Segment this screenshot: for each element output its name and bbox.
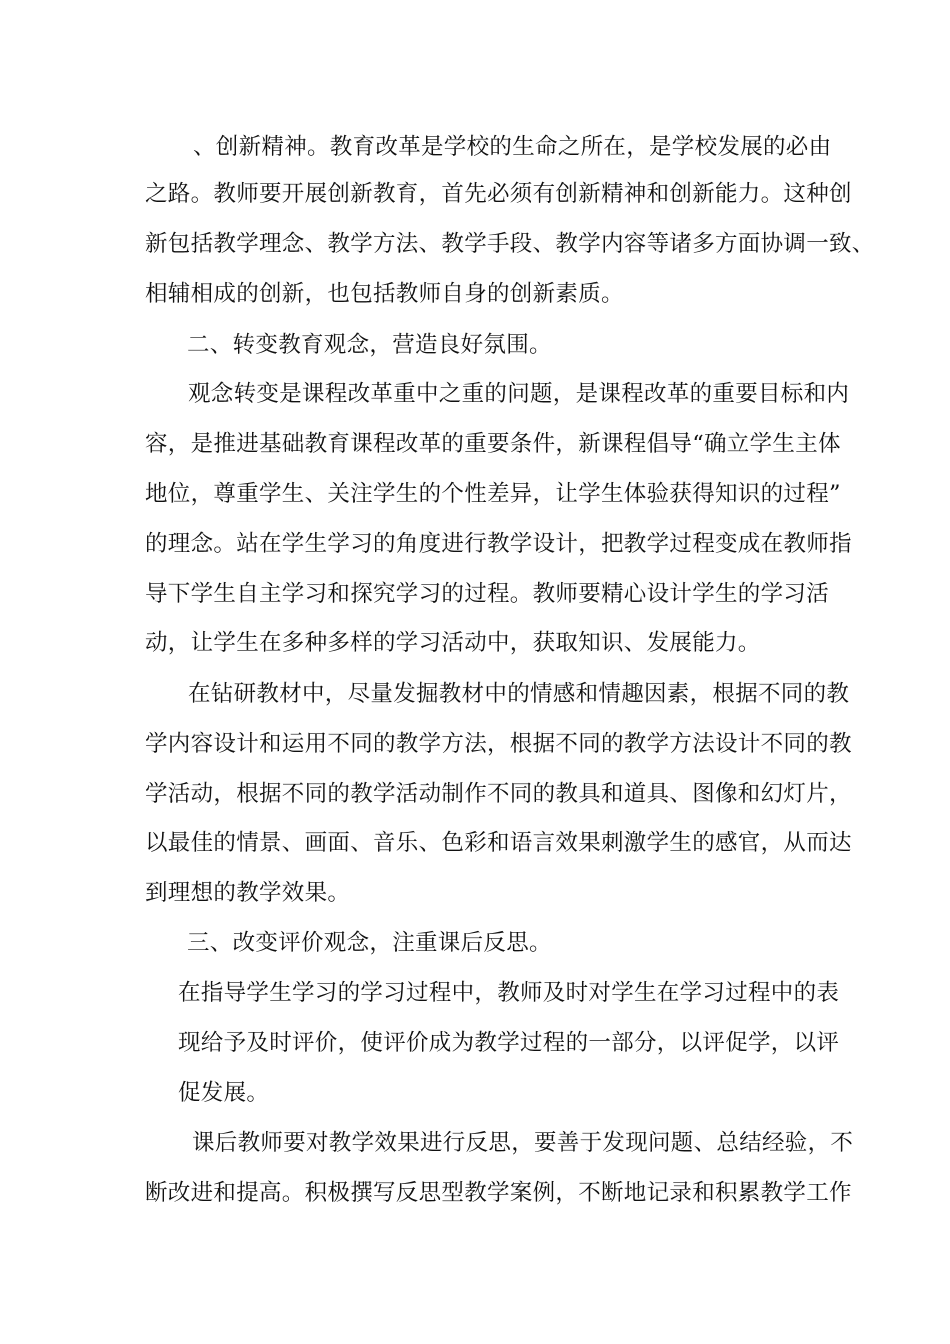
section-heading: 二、转变教育观念，营造良好氛围。 bbox=[187, 332, 552, 358]
text-line: 动，让学生在多种多样的学习活动中，获取知识、发展能力。 bbox=[145, 630, 761, 656]
text-line: 之路。教师要开展创新教育，首先必须有创新精神和创新能力。这种创 bbox=[145, 181, 852, 207]
section-heading: 三、改变评价观念，注重课后反思。 bbox=[187, 930, 552, 956]
text-line: 导下学生自主学习和探究学习的过程。教师要精心设计学生的学习活 bbox=[145, 581, 830, 607]
text-line: 、创新精神。教育改革是学校的生命之所在，是学校发展的必由 bbox=[193, 134, 832, 160]
text-line: 观念转变是课程改革重中之重的问题，是课程改革的重要目标和内 bbox=[188, 381, 850, 407]
text-line: 地位，尊重学生、关注学生的个性差异，让学生体验获得知识的过程” bbox=[145, 481, 841, 507]
text-line: 课后教师要对教学效果进行反思，要善于发现问题、总结经验，不 bbox=[192, 1130, 854, 1156]
text-line: 以最佳的情景、画面、音乐、色彩和语言效果刺激学生的感官，从而达 bbox=[145, 830, 852, 856]
text-line: 容，是推进基础教育课程改革的重要条件，新课程倡导“确立学生主体 bbox=[145, 431, 841, 457]
text-line: 的理念。站在学生学习的角度进行教学设计，把教学过程变成在教师指 bbox=[145, 531, 852, 557]
text-line: 断改进和提高。积极撰写反思型教学案例，不断地记录和积累教学工作 bbox=[145, 1180, 852, 1206]
text-line: 促发展。 bbox=[178, 1080, 270, 1106]
text-line: 新包括教学理念、教学方法、教学手段、教学内容等诸多方面协调一致、 bbox=[145, 231, 875, 257]
text-line: 相辅相成的创新，也包括教师自身的创新素质。 bbox=[145, 281, 624, 307]
text-line: 在钻研教材中，尽量发掘教材中的情感和情趣因素，根据不同的教 bbox=[188, 681, 850, 707]
text-line: 在指导学生学习的学习过程中，教师及时对学生在学习过程中的表 bbox=[178, 980, 840, 1006]
text-line: 学活动，根据不同的教学活动制作不同的教具和道具、图像和幻灯片， bbox=[145, 781, 852, 807]
text-line: 到理想的教学效果。 bbox=[145, 880, 351, 906]
text-line: 现给予及时评价，使评价成为教学过程的一部分，以评促学，以评 bbox=[178, 1030, 840, 1056]
text-line: 学内容设计和运用不同的教学方法，根据不同的教学方法设计不同的教 bbox=[145, 731, 852, 757]
